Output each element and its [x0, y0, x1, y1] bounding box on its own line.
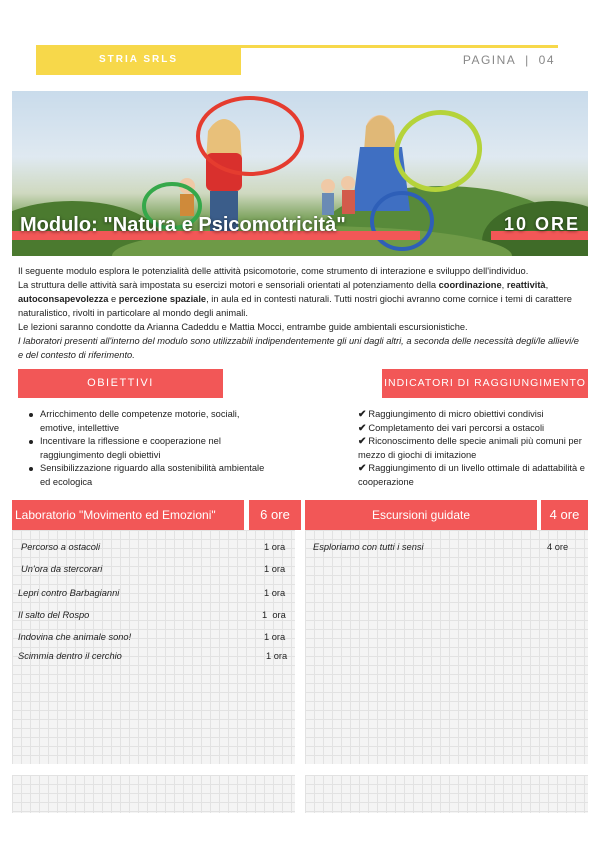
keyword-reattivita: reattività	[506, 280, 546, 290]
excursions-grid-panel-bottom	[305, 775, 588, 813]
intro-line-3: Le lezioni saranno condotte da Arianna Cadeddu e Mattia Mocci, entrambe guide ambientali escursionistiche.	[18, 322, 468, 332]
indicator-item	[358, 422, 590, 436]
indicator-text: Raggiungimento di micro obiettivi condivisi	[368, 409, 544, 419]
objective-item: Arricchimento delle competenze motorie, sociali, emotive, intellettive	[26, 408, 266, 435]
excursions-title: Escursioni guidate	[305, 500, 537, 530]
objective-item: Incentivare la riflessione e cooperazione nel raggiungimento degli obiettivi	[26, 435, 266, 462]
check-icon: ✔	[358, 463, 367, 474]
page-separator: |	[525, 53, 530, 67]
objectives-heading: OBIETTIVI	[18, 369, 223, 398]
page-word: PAGINA	[462, 53, 517, 67]
intro-sep-2: ,	[545, 280, 549, 290]
lab-activity-duration: 1 ora	[262, 610, 286, 620]
lab-activity-name: Lepri contro Barbagianni	[18, 588, 120, 598]
intro-sep-1: ,	[501, 280, 507, 290]
lab-activity-name: Il salto del Rospo	[18, 610, 90, 620]
lab-activity-duration: 1 ora	[264, 632, 286, 642]
intro-text	[18, 264, 584, 362]
lab-activity-name: Indovina che animale sono!	[18, 632, 132, 642]
keyword-autoconsapevolezza: autoconsapevolezza	[18, 294, 109, 304]
lab-activity-duration: 1 ora	[264, 542, 286, 552]
indicators-list	[358, 408, 590, 489]
intro-line-2	[18, 278, 584, 320]
intro-line-2b: , in aula ed in contesti naturali. Tutti nostri giochi avranno come cornice i temi di carattere naturalistico, rivolti in particolare al mondo degli animali.	[18, 294, 572, 318]
module-hours: 10 ORE	[503, 214, 580, 234]
indicator-text: Riconoscimento delle specie animali più comuni per mezzo di giochi di imitazione	[358, 436, 582, 460]
indicator-item	[358, 435, 590, 462]
lab-hours: 6 ore	[249, 500, 301, 530]
objectives-list	[26, 408, 266, 489]
lab-activity-name: Scimmia dentro il cerchio	[18, 651, 122, 661]
brand-bar	[36, 45, 241, 75]
indicator-item	[358, 408, 590, 422]
indicator-item	[358, 462, 590, 489]
keyword-percezione-spaziale: percezione spaziale	[118, 294, 207, 304]
page-indicator	[463, 53, 555, 67]
indicators-heading: INDICATORI DI RAGGIUNGIMENTO	[382, 369, 588, 398]
check-icon: ✔	[358, 409, 367, 420]
brand-name: STRIA SRLS	[98, 54, 179, 65]
lab-title: Laboratorio "Movimento ed Emozioni"	[12, 500, 244, 530]
lab-activity-duration: 1 ora	[266, 651, 288, 661]
intro-line-1: Il seguente modulo esplora le potenzialità delle attività psicomotorie, come strumento di interazione e sviluppo dell'individuo.	[18, 266, 529, 276]
lab-grid-panel-bottom	[12, 775, 295, 813]
excursion-activity-duration: 4 ore	[547, 542, 569, 552]
check-icon: ✔	[358, 436, 367, 447]
intro-line-2a: La struttura delle attività sarà impostata su esercizi motori e sensoriali orientati al potenziamento della	[18, 280, 439, 290]
excursion-activity-name: Esploriamo con tutti i sensi	[313, 542, 424, 552]
keyword-coordinazione: coordinazione	[438, 280, 502, 290]
objective-item: Sensibilizzazione riguardo alla sostenibilità ambientale ed ecologica	[26, 462, 266, 489]
header-rule	[241, 45, 558, 48]
lab-activity-duration: 1 ora	[264, 588, 286, 598]
page-number: 04	[538, 53, 555, 67]
check-icon: ✔	[358, 422, 367, 434]
excursions-hours: 4 ore	[541, 500, 588, 530]
lab-activity-duration: 1 ora	[264, 564, 286, 574]
intro-sep-3: e	[108, 294, 119, 304]
excursions-grid-panel	[305, 530, 588, 764]
intro-line-4: I laboratori presenti all'interno del modulo sono utilizzabili indipendentemente gli uni dagli altri, a seconda delle necessità degli/le allievi/e e del contesto di riferimento.	[18, 336, 579, 360]
module-title: Modulo: "Natura e Psicomotricità"	[20, 214, 346, 236]
indicator-text: Completamento dei vari percorsi a ostacoli	[368, 422, 545, 433]
lab-activity-name: Un'ora da stercorari	[21, 564, 103, 574]
lab-activity-name: Percorso a ostacoli	[21, 542, 101, 552]
indicator-text: Raggiungimento di un livello ottimale di adattabilità e cooperazione	[358, 463, 585, 487]
